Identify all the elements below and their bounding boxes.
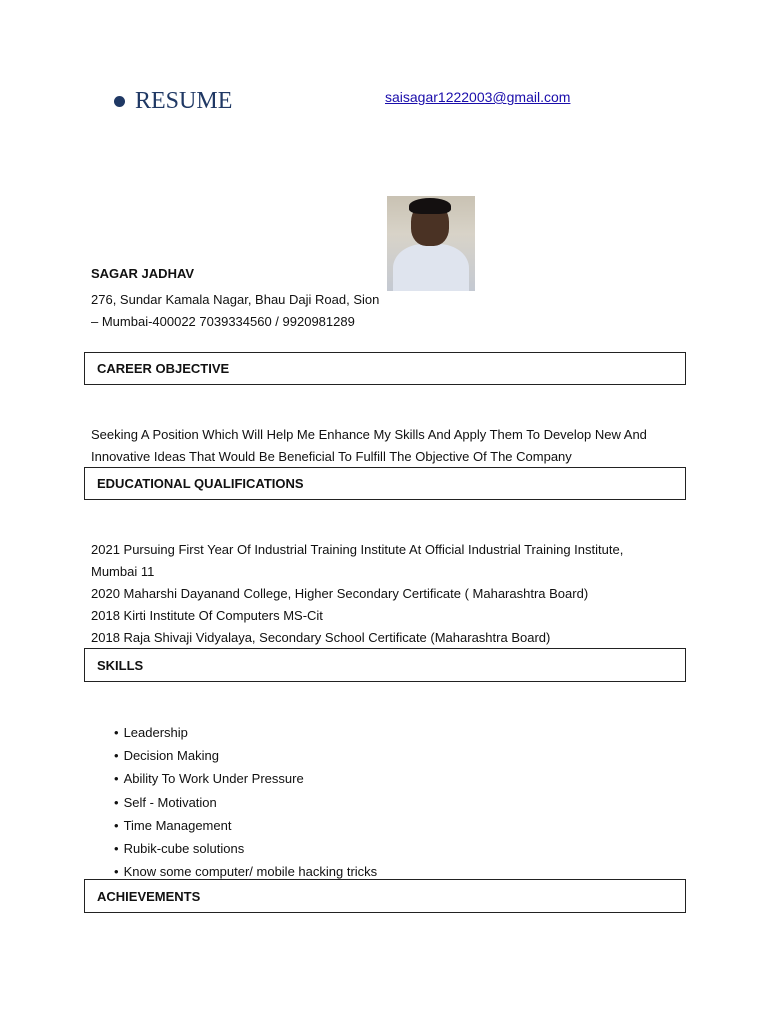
candidate-name: SAGAR JADHAV	[91, 266, 195, 281]
address-line-2: – Mumbai-400022 7039334560 / 9920981289	[91, 314, 355, 329]
address-block	[91, 289, 379, 333]
skills-list	[114, 721, 377, 883]
resume-title-text: RESUME	[135, 88, 233, 114]
skill-item: • Self - Motivation	[114, 791, 377, 814]
career-objective-line-2: Innovative Ideas That Would Be Beneficial To Fulfill The Objective Of The Company	[91, 449, 572, 464]
career-objective-heading: CAREER OBJECTIVE	[84, 352, 686, 385]
education-heading: EDUCATIONAL QUALIFICATIONS	[84, 467, 686, 500]
education-item: 2021 Pursuing First Year Of Industrial Training Institute At Official Industrial Training Institute,	[91, 542, 624, 557]
email-link[interactable]: saisagar1222003@gmail.com	[385, 89, 571, 105]
resume-title	[114, 88, 232, 115]
education-item: Mumbai 11	[91, 564, 155, 579]
education-list	[91, 539, 691, 649]
skill-item: • Rubik-cube solutions	[114, 837, 377, 860]
career-objective-line-1: Seeking A Position Which Will Help Me Enhance My Skills And Apply Them To Develop New And	[91, 427, 647, 442]
skill-item: • Time Management	[114, 814, 377, 837]
bullet-icon	[114, 96, 125, 107]
skill-item: • Leadership	[114, 721, 377, 744]
achievements-heading: ACHIEVEMENTS	[84, 879, 686, 913]
skill-item: • Ability To Work Under Pressure	[114, 767, 377, 790]
skills-heading: SKILLS	[84, 648, 686, 682]
education-item: 2020 Maharshi Dayanand College, Higher Secondary Certificate ( Maharashtra Board)	[91, 586, 589, 601]
profile-photo	[387, 196, 475, 291]
skill-item: • Know some computer/ mobile hacking tricks	[114, 860, 377, 883]
career-objective-text	[91, 424, 691, 468]
education-item: 2018 Raja Shivaji Vidyalaya, Secondary School Certificate (Maharashtra Board)	[91, 630, 551, 645]
education-item: 2018 Kirti Institute Of Computers MS-Cit	[91, 608, 323, 623]
skill-item: • Decision Making	[114, 744, 377, 767]
address-line-1: 276, Sundar Kamala Nagar, Bhau Daji Road, Sion	[91, 292, 380, 307]
